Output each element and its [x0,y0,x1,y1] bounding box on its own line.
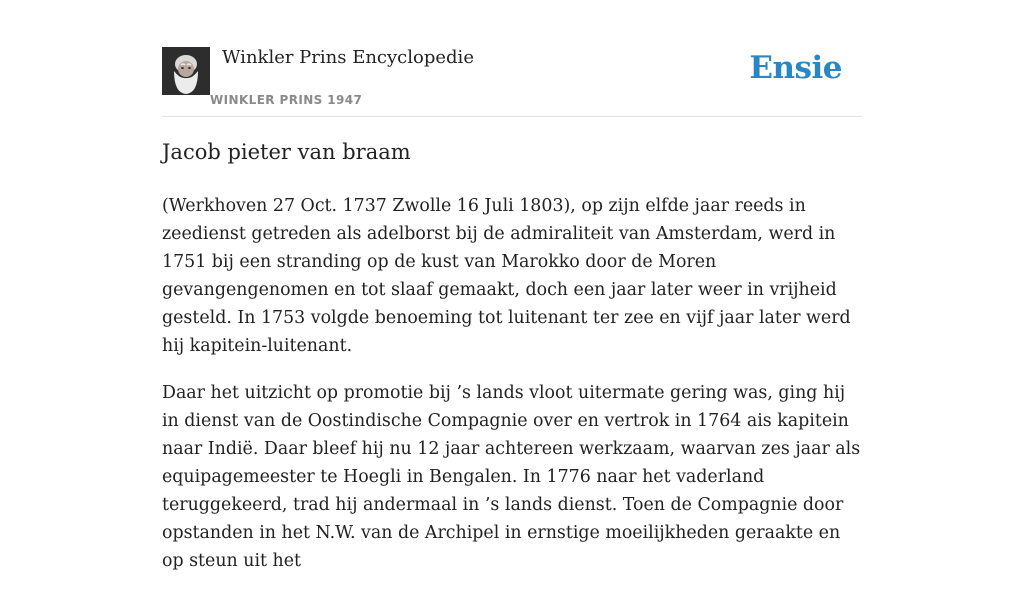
article-body [162,192,862,594]
article-title: Jacob pieter van braam [162,140,411,164]
article-paragraph: (Werkhoven 27 Oct. 1737 Zwolle 16 Juli 1803), op zijn elfde jaar reeds in zeedienst getreden als adelborst bij de admiraliteit van Amsterdam, werd in 1751 bij een stranding op de kust van Marokko door de Moren gevangengenomen en tot slaaf gemaakt, doch een jaar later weer in vrijheid gesteld. In 1753 volgde benoeming tot luitenant ter zee en vijf jaar later werd hij kapitein-luitenant. [162,196,851,356]
bearded-portrait-avatar[interactable] [162,47,210,95]
brand-logo[interactable]: Ensie [749,50,842,86]
source-subtitle[interactable]: WINKLER PRINS 1947 [210,93,363,107]
portrait-icon [162,47,210,95]
source-header [162,46,862,117]
article-paragraph: Daar het uitzicht op promotie bij ’s lands vloot uitermate gering was, ging hij in dienst van de Oostindische Compagnie over en vertrok in 1764 ais kapitein naar Indië. Daar bleef hij nu 12 jaar achtereen werkzaam, waarvan zes jaar als equipagemeester te Hoegli in Bengalen. In 1776 naar het vaderland teruggekeerd, trad hij andermaal in ’s lands dienst. Toen de Compagnie door opstanden in het N.W. van de Archipel in ernstige moeilijkheden geraakte en op steun uit het [162,383,861,571]
source-title[interactable]: Winkler Prins Encyclopedie [222,47,474,68]
